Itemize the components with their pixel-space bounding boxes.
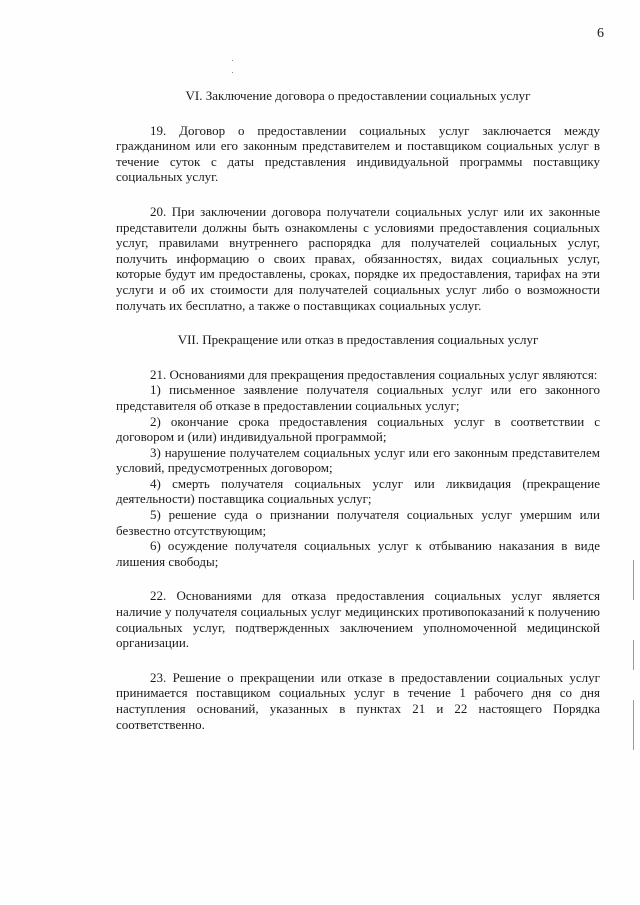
list-item: 2) окончание срока предоставления социальных услуг в соответствии с договором и (или) индивидуальной программой; [116,413,600,445]
paragraph-20: 20. При заключении договора получатели социальных услуг или их законные представители должны быть ознакомлены с условиями предоставления социальных услуг, правилами внутреннего распорядка для получателей социальных услуг, получить информацию о своих правах, обязанностях, видах социальных услуг, которые будут им предоставлены, сроках, порядке их предоставления, тарифах на эти услуги и об их стоимости для получателей социальных услуг либо о возможности получать их бесплатно, а также о поставщиках социальных услуг. [116,203,600,313]
section-heading-vi: VI. Заключение договора о предоставлении социальных услуг [185,88,531,103]
section-heading-vii: VII. Прекращение или отказ в предоставления социальных услуг [177,332,539,348]
list-item: 6) осуждение получателя социальных услуг к отбыванию наказания в виде лишения свободы; [116,538,600,569]
paragraph-21-intro: 21. Основаниями для прекращения предоставления социальных услуг являются: [150,366,598,382]
paragraph-23: 23. Решение о прекращении или отказе в предоставлении социальных услуг принимается поставщиком социальных услуг в течение 1 рабочего дня со дня наступления оснований, указанных в пунктах 21 и 22 настоящего Порядка соответственно. [116,669,600,732]
document-body [116,88,600,751]
list-item: 3) нарушение получателем социальных услуг или его законным представителем условий, предусмотренных договором; [116,444,600,476]
list-item: 4) смерть получателя социальных услуг или ликвидация (прекращение деятельности) поставщика социальных услуг; [116,475,600,507]
scan-speck [232,60,233,61]
scan-artifact [633,640,634,670]
paragraph-22: 22. Основаниями для отказа предоставления социальных услуг является наличие у получателя социальных услуг медицинских противопоказаний к получению социальных услуг, подтвержденных заключением уполномоченной медицинской организации. [116,588,600,651]
scan-artifact [633,560,634,600]
paragraph-19: 19. Договор о предоставлении социальных услуг заключается между гражданином или его законным представителем и поставщиком социальных услуг в течение суток с даты представления индивидуальной программы поставщику социальных услуг. [116,122,600,185]
scan-speck [232,72,233,73]
page-number: 6 [597,26,604,41]
scan-artifact [633,700,634,750]
list-item: 5) решение суда о признании получателя социальных услуг умершим или безвестно отсутствующим; [116,507,600,538]
list-item: 1) письменное заявление получателя социальных услуг или его законного представителя об отказе в предоставлении социальных услуг; [116,382,600,413]
grounds-list [116,382,600,569]
